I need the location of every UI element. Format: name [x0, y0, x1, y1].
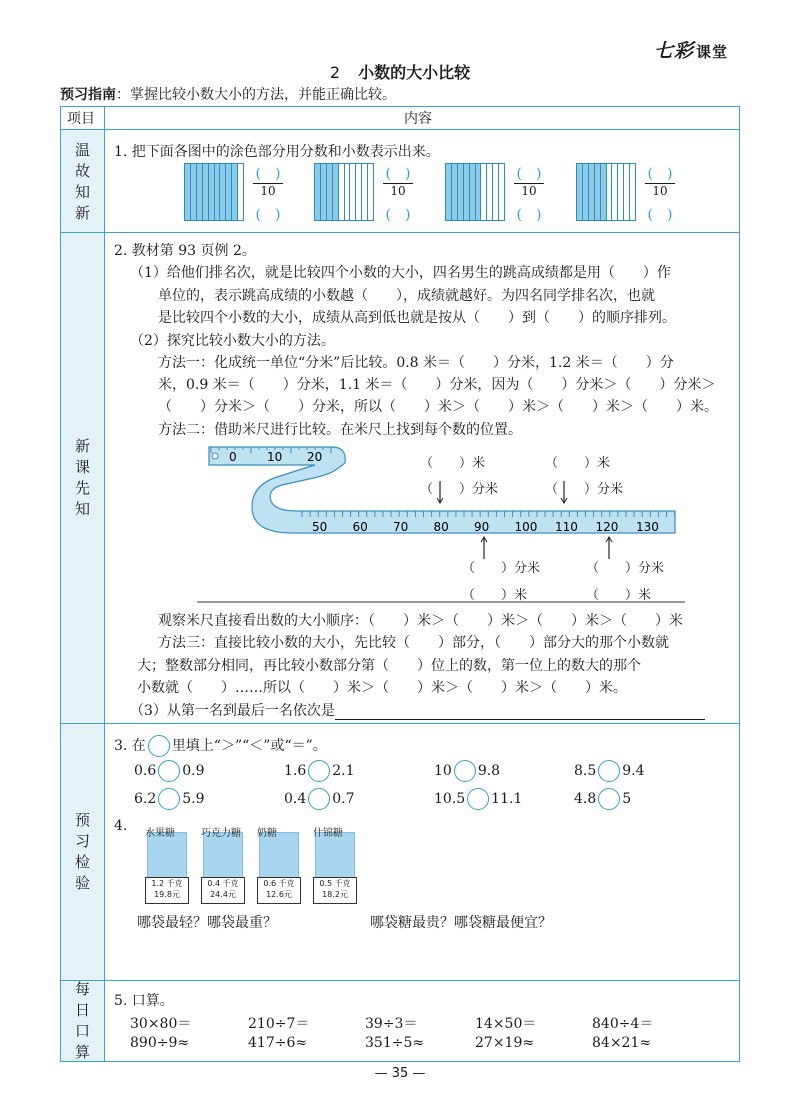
- candy-name: 奶糖: [257, 828, 277, 839]
- candy-bag: [145, 822, 187, 902]
- preview-guide: [60, 84, 396, 104]
- ruler-bottom-label: 90: [474, 520, 490, 534]
- compare-right: 5: [622, 791, 632, 807]
- candy-bag-image: [259, 832, 299, 882]
- ruler-top-label: 10: [267, 450, 283, 464]
- calc-item[interactable]: 890÷9≈: [130, 1035, 190, 1051]
- fraction-figure: [184, 163, 244, 221]
- q2-method3b: 大；整数部分相同，再比较小数部分第（ ）位上的数，第一位上的数大的那个: [137, 658, 641, 674]
- ruler-answer-blank[interactable]: （ ）米: [462, 588, 528, 603]
- brand-part1: 七彩: [654, 40, 695, 62]
- q2-method3a: 方法三：直接比较小数的大小，先比较（ ）部分，（ ）部分大的那个小数就: [158, 635, 669, 651]
- divider: [60, 980, 740, 981]
- ruler-bottom-label: 50: [312, 520, 328, 534]
- compare-circle[interactable]: [308, 788, 330, 810]
- compare-circle-icon: [148, 735, 170, 757]
- section-label-daily-calc: 每日口算: [74, 980, 90, 1061]
- ruler-bottom-label: 120: [595, 520, 619, 534]
- compare-left: 6.2: [134, 791, 157, 807]
- compare-item: [574, 760, 645, 782]
- calc-item[interactable]: 30×80＝: [130, 1016, 192, 1032]
- calc-item[interactable]: 84×21≈: [592, 1035, 652, 1051]
- compare-left: 10: [434, 763, 452, 779]
- q2-method1b: 米，0.9 米＝（ ）分米，1.1 米＝（ ）分米，因为（ ）分米＞（ ）分米＞: [158, 377, 716, 393]
- compare-item: [134, 788, 205, 810]
- compare-item: [434, 788, 522, 810]
- candy-weight: 0.5 千克: [319, 879, 351, 888]
- compare-right: 9.8: [477, 763, 501, 779]
- candy-bag-image: [203, 832, 243, 882]
- candy-bag: [257, 822, 299, 902]
- compare-circle[interactable]: [158, 760, 180, 782]
- compare-left: 1.6: [284, 763, 307, 779]
- q1-text: 1. 把下面各图中的涂色部分用分数和小数表示出来。: [114, 144, 440, 160]
- fraction-answer[interactable]: ( ) 10 ( ): [248, 163, 288, 224]
- ruler-bottom-label: 130: [636, 520, 659, 534]
- q4-question1: 哪袋最轻？哪袋最重？: [137, 915, 277, 931]
- fraction-answer[interactable]: ( ) 10 ( ): [509, 163, 549, 224]
- ruler-bottom-label: 110: [555, 520, 578, 534]
- q5-title: 5. 口算。: [114, 993, 174, 1009]
- divider: [60, 129, 740, 130]
- ruler-answer-blank[interactable]: （ ）米: [586, 588, 652, 603]
- q3-prefix: 3. 在: [114, 738, 146, 754]
- candy-bag-image: [147, 832, 187, 882]
- candy-tag: [257, 877, 301, 904]
- ruler-bottom-label: 100: [514, 520, 538, 534]
- compare-item: [284, 760, 355, 782]
- section-label-review: 温故知新: [74, 140, 90, 222]
- divider: [60, 723, 740, 724]
- ruler-answer-blank[interactable]: （ ）分米: [420, 482, 499, 497]
- candy-bag: [201, 822, 243, 902]
- compare-right: 2.1: [332, 763, 355, 779]
- compare-left: 0.6: [134, 763, 157, 779]
- candy-tag: [201, 877, 245, 904]
- candy-name: 水果糖: [145, 828, 175, 839]
- section-label-new-lesson: 新课先知: [74, 437, 90, 518]
- calc-item[interactable]: 351÷5≈: [365, 1035, 425, 1051]
- q2-p1b: 单位的，表示跳高成绩的小数越（ ），成绩就越好。为四名同学排名次，也就: [158, 288, 655, 304]
- compare-left: 0.4: [284, 791, 307, 807]
- guide-label: 预习指南: [60, 87, 116, 103]
- header-content: 内容: [404, 111, 432, 127]
- answer-line[interactable]: [335, 719, 705, 720]
- candy-weight: 0.4 千克: [207, 879, 239, 888]
- compare-circle[interactable]: [598, 760, 620, 782]
- compare-right: 0.9: [182, 763, 205, 779]
- candy-bag-image: [315, 832, 355, 882]
- q2-title: 2. 教材第 93 页例 2。: [114, 243, 256, 259]
- page-number: — 35 —: [374, 1066, 426, 1081]
- divider: [60, 232, 740, 233]
- candy-bag: [313, 822, 355, 902]
- ruler-top-label: 0: [229, 450, 237, 464]
- ruler-answer-blank[interactable]: （ ）分米: [586, 561, 665, 576]
- ruler-top-label: 20: [307, 450, 323, 464]
- calc-item[interactable]: 417÷6≈: [248, 1035, 308, 1051]
- compare-right: 9.4: [622, 763, 645, 779]
- q4-question2: 哪袋糖最贵？哪袋糖最便宜？: [370, 915, 552, 931]
- candy-name: 什锦糖: [313, 828, 343, 839]
- compare-right: 5.9: [182, 791, 205, 807]
- q3-suffix: 里填上“＞”“＜”或“＝”。: [171, 738, 327, 754]
- compare-right: 11.1: [491, 791, 523, 807]
- compare-item: [574, 788, 631, 810]
- ruler-bottom-label: 70: [393, 520, 409, 534]
- q2-observe: 观察米尺直接看出数的大小顺序：（ ）米＞（ ）米＞（ ）米＞（ ）米: [158, 613, 683, 629]
- candy-name: 巧克力糖: [201, 828, 241, 839]
- title-number: 2: [329, 63, 341, 82]
- ruler-answer-blank[interactable]: （ ）米: [420, 456, 486, 471]
- q2-method1c: （ ）分米＞（ ）分米，所以（ ）米＞（ ）米＞（ ）米＞（ ）米。: [158, 399, 718, 415]
- candy-price: 24.4元: [210, 890, 236, 899]
- ruler-bottom-label: 60: [352, 520, 368, 534]
- candy-price: 19.8元: [154, 890, 180, 899]
- q2-p2: （2）探究比较小数大小的方法。: [130, 333, 335, 349]
- title-text: 小数的大小比较: [358, 63, 471, 82]
- candy-price: 18.2元: [322, 890, 348, 899]
- fraction-figure: [576, 163, 636, 221]
- compare-circle[interactable]: [467, 788, 489, 810]
- column-divider: [104, 106, 105, 1062]
- page-title: [0, 60, 800, 83]
- q2-method1a: 方法一：化成统一单位“分米”后比较。0.8 米＝（ ）分米，1.2 米＝（ ）分: [158, 355, 674, 371]
- candy-tag: [145, 877, 189, 904]
- compare-item: [284, 788, 355, 810]
- calc-item[interactable]: 14×50＝: [475, 1016, 537, 1032]
- candy-price: 12.6元: [266, 890, 292, 899]
- q2-p1c: 是比较四个小数的大小，成绩从高到低也就是按从（ ）到（ ）的顺序排列。: [158, 310, 676, 326]
- compare-item: [434, 760, 500, 782]
- q2-method2: 方法二：借助米尺进行比较。在米尺上找到每个数的位置。: [158, 422, 522, 438]
- ruler-answer-blank[interactable]: （ ）分米: [545, 482, 624, 497]
- ruler-bottom-label: 80: [433, 520, 449, 534]
- q2-p3-text: （3）从第一名到最后一名依次是: [130, 703, 335, 719]
- compare-left: 10.5: [434, 791, 466, 807]
- q4-number: 4.: [114, 818, 128, 834]
- candy-weight: 0.6 千克: [263, 879, 295, 888]
- candy-tag: [313, 877, 357, 904]
- fraction-answer[interactable]: ( ) 10 ( ): [640, 163, 680, 224]
- brand-part2: 课堂: [696, 43, 729, 61]
- calc-item[interactable]: 39÷3＝: [365, 1016, 418, 1032]
- ruler-answer-blank[interactable]: （ ）米: [545, 456, 611, 471]
- candy-weight: 1.2 千克: [151, 879, 183, 888]
- brand-logo: [654, 36, 728, 63]
- calc-item[interactable]: 840÷4＝: [592, 1016, 654, 1032]
- fraction-figure: [314, 163, 374, 221]
- fraction-figure: [445, 163, 505, 221]
- fraction-answer[interactable]: ( ) 10 ( ): [378, 163, 418, 224]
- compare-left: 4.8: [574, 791, 597, 807]
- compare-circle[interactable]: [598, 788, 620, 810]
- q3-instruction: [114, 735, 327, 757]
- guide-text: ：掌握比较小数大小的方法，并能正确比较。: [116, 87, 396, 103]
- section-label-preview-check: 预习检验: [74, 811, 90, 892]
- compare-circle[interactable]: [158, 788, 180, 810]
- q2-p1a: （1）给他们排名次，就是比较四个小数的大小，四名男生的跳高成绩都是用（ ）作: [130, 265, 671, 281]
- calc-item[interactable]: 27×19≈: [475, 1035, 535, 1051]
- compare-circle[interactable]: [454, 760, 476, 782]
- calc-item[interactable]: 210÷7＝: [248, 1016, 310, 1032]
- header-item: 项目: [67, 111, 95, 127]
- compare-left: 8.5: [574, 763, 597, 779]
- q2-p3: [130, 700, 705, 720]
- compare-right: 0.7: [332, 791, 355, 807]
- q2-method3c: 小数就（ ）……所以（ ）米＞（ ）米＞（ ）米＞（ ）米。: [137, 680, 627, 696]
- compare-item: [134, 760, 205, 782]
- ruler-answer-blank[interactable]: （ ）分米: [462, 561, 541, 576]
- compare-circle[interactable]: [308, 760, 330, 782]
